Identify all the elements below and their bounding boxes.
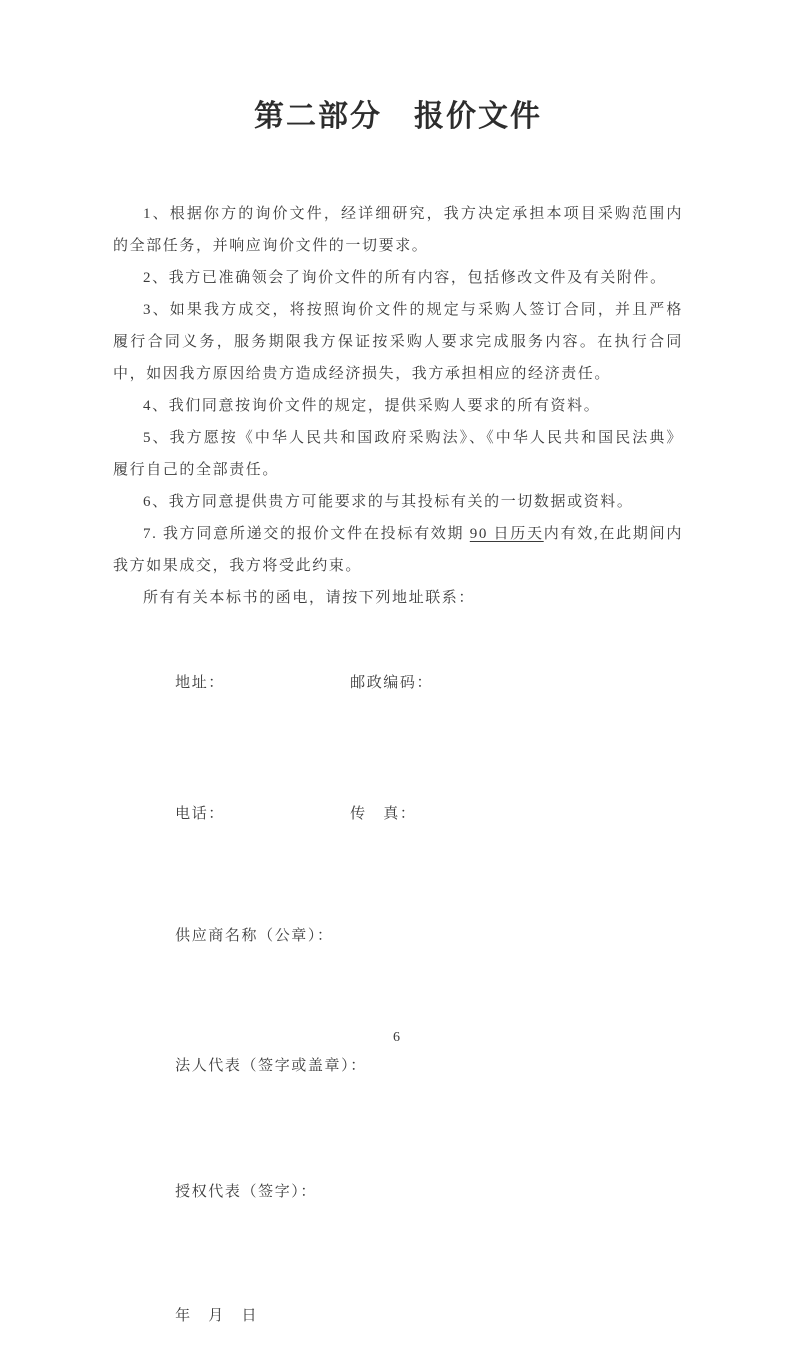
validity-period-underlined: 90 日历天 — [469, 526, 544, 542]
paragraph-7-before: 7. 我方同意所递交的报价文件在投标有效期 — [143, 526, 470, 542]
legal-rep-label: 法人代表（签字或盖章）： — [175, 1058, 367, 1074]
paragraph-2: 2、我方已准确领会了询价文件的所有内容，包括修改文件及有关附件。 — [143, 270, 667, 286]
date-label: 年 月 日 — [175, 1308, 259, 1324]
paragraph-3: 3、如果我方成交，将按照询价文件的规定与采购人签订合同，并且严格履行合同义务，服务期限我方保证按采购人要求完成服务内容。在执行合同中，如因我方原因给贵方造成经济损失，我方承担相应的经济责任。 — [113, 302, 683, 382]
document-content — [113, 0, 683, 1364]
fax-label: 传 真： — [350, 806, 417, 822]
postcode-label: 邮政编码： — [350, 675, 434, 691]
supplier-seal-label: 供应商名称（公章）： — [175, 928, 334, 944]
page-title: 第二部分 报价文件 — [254, 100, 542, 133]
authorized-rep-label: 授权代表（签字）： — [175, 1184, 318, 1200]
paragraph-5: 5、我方愿按《中华人民共和国政府采购法》、《中华人民共和国民法典》履行自己的全部责任。 — [113, 430, 683, 478]
signature-authorized-rep — [113, 1144, 683, 1240]
paragraph-7 — [113, 518, 683, 582]
paragraph-1: 1、根据你方的询价文件，经详细研究，我方决定承担本项目采购范围内的全部任务，并响应询价文件的一切要求。 — [113, 206, 683, 254]
phone-label: 电话： — [175, 806, 225, 822]
contact-intro: 所有有关本标书的函电，请按下列地址联系： — [143, 590, 476, 606]
date-line — [113, 1268, 683, 1364]
contact-row-address — [113, 635, 683, 731]
paragraph-6: 6、我方同意提供贵方可能要求的与其投标有关的一切数据或资料。 — [143, 494, 634, 510]
page-number: 6 — [393, 1030, 400, 1045]
paragraph-7-after: 内有效,在此期间内我方如果成交，我方将受此约束。 — [113, 526, 684, 574]
signature-supplier — [113, 888, 683, 984]
contact-row-phone — [113, 766, 683, 862]
body-paragraphs — [113, 198, 683, 614]
address-label: 地址： — [175, 675, 225, 691]
paragraph-4: 4、我们同意按询价文件的规定，提供采购人要求的所有资料。 — [143, 398, 601, 414]
